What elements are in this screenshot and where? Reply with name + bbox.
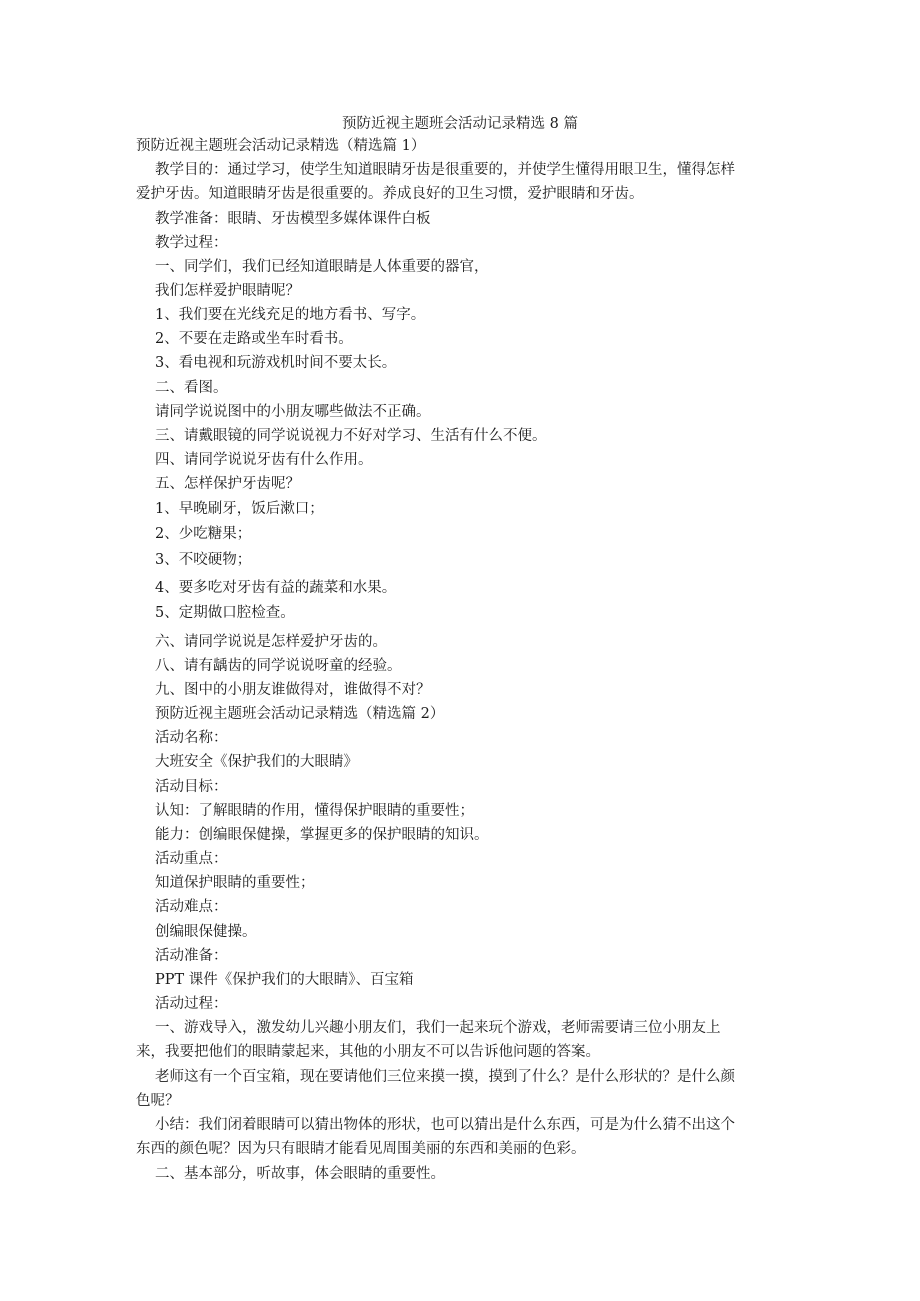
paragraph-line: 认知：了解眼睛的作用，懂得保护眼睛的重要性； [155,803,474,819]
paragraph-line: 教学过程： [155,235,228,251]
paragraph-line: 九、图中的小朋友谁做得对，谁做得不对？ [155,682,431,698]
paragraph-line: 六、请同学说说是怎样爱护牙齿的。 [155,634,387,650]
paragraph-line: 教学目的：通过学习，使学生知道眼睛牙齿是很重要的，并使学生懂得用眼卫生，懂得怎样 [155,162,735,178]
paragraph-line: 小结：我们闭着眼睛可以猜出物体的形状，也可以猜出是什么东西，可是为什么猜不出这个 [155,1117,735,1133]
paragraph-line: 二、基本部分，听故事，体会眼睛的重要性。 [155,1166,445,1182]
paragraph-line: 二、看图。 [155,380,228,396]
paragraph-line: 爱护牙齿。知道眼睛牙齿是很重要的。养成良好的卫生习惯，爱护眼睛和牙齿。 [136,186,644,202]
list-item: 4、要多吃对牙齿有益的蔬菜和水果。 [155,580,397,596]
list-item: 3、不咬硬物； [155,552,252,568]
paragraph-line: 一、同学们，我们已经知道眼睛是人体重要的器官， [155,259,489,275]
paragraph-line: 三、请戴眼镜的同学说说视力不好对学习、生活有什么不便。 [155,428,547,444]
list-item: 2、不要在走路或坐车时看书。 [155,331,353,347]
paragraph-line: 来，我要把他们的眼睛蒙起来，其他的小朋友不可以告诉他问题的答案。 [136,1044,600,1060]
list-item: 1、我们要在光线充足的地方看书、写字。 [155,307,426,323]
paragraph-line: 创编眼保健操。 [155,924,257,940]
paragraph-line: 活动难点： [155,899,228,915]
paragraph-line: 八、请有龋齿的同学说说呀童的经验。 [155,658,402,674]
paragraph-line: 我们怎样爱护眼睛呢？ [155,283,300,299]
paragraph-line: 请同学说说图中的小朋友哪些做法不正确。 [155,404,431,420]
section-heading-2: 预防近视主题班会活动记录精选（精选篇 2） [155,706,445,722]
paragraph-line: 色呢？ [136,1093,180,1109]
paragraph-line: 教学准备：眼睛、牙齿模型多媒体课件白板 [155,211,431,227]
paragraph-line: 大班安全《保护我们的大眼睛》 [155,754,358,770]
paragraph-line: 活动目标： [155,779,228,795]
list-item: 2、少吃糖果； [155,526,252,542]
list-item: 3、看电视和玩游戏机时间不要太长。 [155,355,397,371]
list-item: 5、定期做口腔检查。 [155,605,295,621]
paragraph-line: 东西的颜色呢？因为只有眼睛才能看见周围美丽的东西和美丽的色彩。 [136,1141,586,1157]
paragraph-line: 五、怎样保护牙齿呢？ [155,476,300,492]
paragraph-line: 能力：创编眼保健操，掌握更多的保护眼睛的知识。 [155,827,489,843]
paragraph-line: PPT 课件《保护我们的大眼睛》、百宝箱 [155,972,414,988]
section-heading-1: 预防近视主题班会活动记录精选（精选篇 1） [136,138,426,154]
paragraph-line: 活动名称： [155,730,228,746]
paragraph-line: 一、游戏导入，激发幼儿兴趣小朋友们，我们一起来玩个游戏，老师需要请三位小朋友上 [155,1020,721,1036]
document-title: 预防近视主题班会活动记录精选 8 篇 [342,116,578,132]
paragraph-line: 活动重点： [155,851,228,867]
paragraph-line: 知道保护眼睛的重要性； [155,875,315,891]
paragraph-line: 老师这有一个百宝箱，现在要请他们三位来摸一摸，摸到了什么？是什么形状的？是什么颜 [155,1069,735,1085]
paragraph-line: 活动过程： [155,996,228,1012]
paragraph-line: 活动准备： [155,948,228,964]
list-item: 1、早晚刷牙，饭后漱口； [155,501,324,517]
paragraph-line: 四、请同学说说牙齿有什么作用。 [155,452,373,468]
